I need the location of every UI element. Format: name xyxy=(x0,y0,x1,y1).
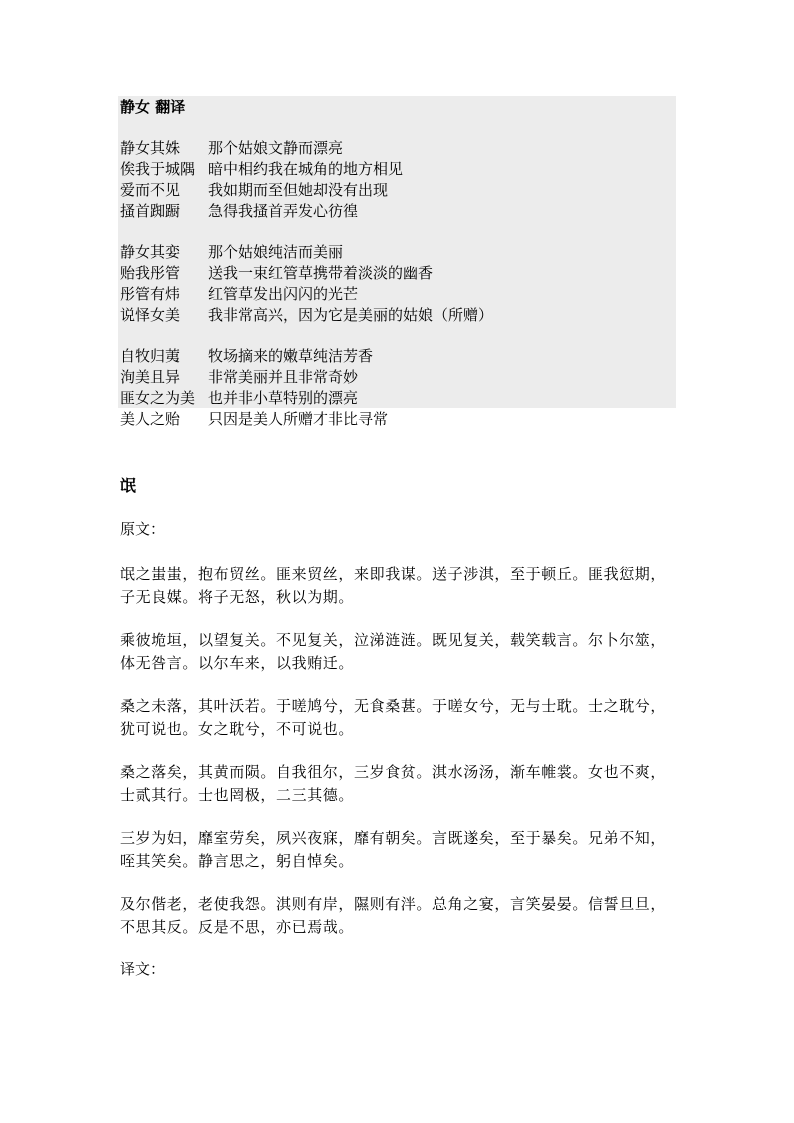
paragraph-line: 桑之落矣，其黄而陨。自我徂尔，三岁食贫。淇水汤汤，渐车帷裳。女也不爽， xyxy=(120,763,667,781)
translated-line: 那个姑娘文静而漂亮 xyxy=(208,139,344,157)
poem-paragraph xyxy=(120,761,676,807)
translated-line: 红管草发出闪闪的光芒 xyxy=(208,285,359,303)
translated-line: 我如期而至但她却没有出现 xyxy=(208,181,389,199)
translated-line: 也并非小草特别的漂亮 xyxy=(208,389,359,407)
original-line: 贻我彤管 xyxy=(120,264,181,282)
translated-line: 那个姑娘纯洁而美丽 xyxy=(208,243,344,261)
poem-paragraph xyxy=(120,893,676,939)
original-line: 俟我于城隅 xyxy=(120,160,196,178)
paragraph-line: 犹可说也。女之耽兮，不可说也。 xyxy=(120,720,355,738)
translation-row xyxy=(120,242,343,262)
translation-row xyxy=(120,305,493,325)
translation-row xyxy=(120,180,388,200)
paragraph-line: 三岁为妇，靡室劳矣，夙兴夜寐，靡有朝矣。言既遂矣，至于暴矣。兄弟不知， xyxy=(120,829,667,847)
translated-line: 非常美丽并且非常奇妙 xyxy=(208,368,359,386)
translation-row xyxy=(120,409,388,429)
original-line: 彤管有炜 xyxy=(120,285,181,303)
poem-paragraph xyxy=(120,827,676,873)
paragraph-line: 子无良媒。将子无怒，秋以为期。 xyxy=(120,588,355,606)
translation-row xyxy=(120,201,358,221)
original-line: 爱而不见 xyxy=(120,181,181,199)
poem-paragraph xyxy=(120,563,676,609)
paragraph-line: 氓之蚩蚩，抱布贸丝。匪来贸丝，来即我谋。送子涉淇，至于顿丘。匪我愆期， xyxy=(120,565,667,583)
paragraph-line: 及尔偕老，老使我怨。淇则有岸，隰则有泮。总角之宴，言笑晏晏。信誓旦旦， xyxy=(120,895,667,913)
translation-row xyxy=(120,159,403,179)
translation-row xyxy=(120,138,343,158)
original-line: 洵美且异 xyxy=(120,368,181,386)
poem-heading: 氓 xyxy=(120,476,137,495)
paragraph-line: 桑之未落，其叶沃若。于嗟鸠兮，无食桑葚。于嗟女兮，无与士耽。士之耽兮， xyxy=(120,697,667,715)
translated-line: 只因是美人所赠才非比寻常 xyxy=(208,410,389,428)
translation-row xyxy=(120,367,358,387)
poem-paragraph xyxy=(120,629,676,675)
translated-line: 我非常高兴，因为它是美丽的姑娘（所赠） xyxy=(208,306,494,324)
translation-row xyxy=(120,263,433,283)
poem-paragraph xyxy=(120,695,676,741)
paragraph-line: 体无咎言。以尔车来，以我贿迁。 xyxy=(120,654,355,672)
original-text-label: 原文： xyxy=(120,520,166,538)
original-line: 自牧归荑 xyxy=(120,347,181,365)
translated-line: 牧场摘来的嫩草纯洁芳香 xyxy=(208,347,374,365)
translation-row xyxy=(120,388,358,408)
original-line: 说怿女美 xyxy=(120,306,181,324)
translated-line: 暗中相约我在城角的地方相见 xyxy=(208,160,404,178)
paragraph-line: 乘彼垝垣，以望复关。不见复关，泣涕涟涟。既见复关，载笑载言。尔卜尔筮， xyxy=(120,631,667,649)
paragraph-line: 不思其反。反是不思，亦已焉哉。 xyxy=(120,918,355,936)
paragraph-line: 咥其笑矣。静言思之，躬自悼矣。 xyxy=(120,852,355,870)
original-line: 静女其姝 xyxy=(120,139,181,157)
translation-row xyxy=(120,284,358,304)
translation-label: 译文： xyxy=(120,960,166,978)
translated-line: 送我一束红管草携带着淡淡的幽香 xyxy=(208,264,434,282)
original-line: 搔首踟蹰 xyxy=(120,202,181,220)
translation-title: 静女 翻译 xyxy=(120,98,186,116)
translation-row xyxy=(120,346,373,366)
translated-line: 急得我搔首弄发心彷徨 xyxy=(208,202,359,220)
original-line: 匪女之为美 xyxy=(120,389,196,407)
original-line: 静女其娈 xyxy=(120,243,181,261)
original-line: 美人之贻 xyxy=(120,410,181,428)
paragraph-line: 士贰其行。士也罔极，二三其德。 xyxy=(120,786,355,804)
